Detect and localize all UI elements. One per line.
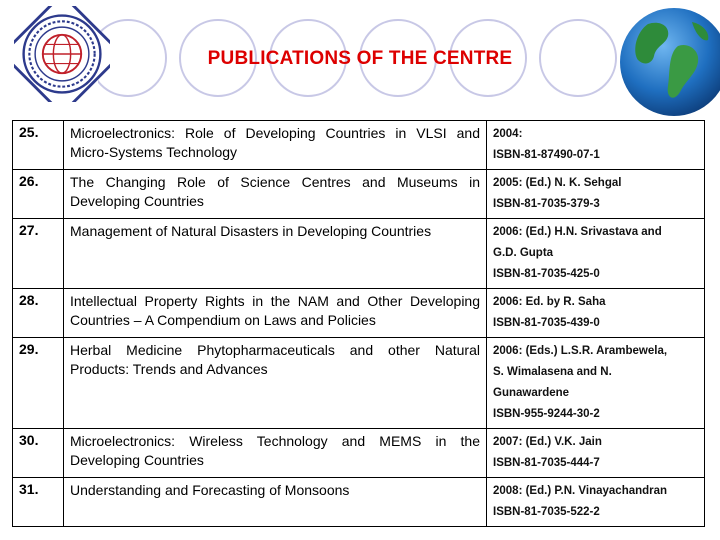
publication-detail-line: ISBN-81-7035-379-3 <box>493 198 600 210</box>
publication-detail-line: ISBN-81-7035-522-2 <box>493 506 600 518</box>
publication-details <box>487 289 705 338</box>
publication-detail-line: 2006: (Ed.) H.N. Srivastava and <box>493 226 662 238</box>
publication-detail-line: ISBN-81-7035-425-0 <box>493 268 600 280</box>
publication-number: 26. <box>13 170 64 219</box>
publication-detail-line: 2005: (Ed.) N. K. Sehgal <box>493 177 622 189</box>
publication-row <box>13 121 705 170</box>
publication-title: Microelectronics: Role of Developing Countries in VLSI and Micro-Systems Technology <box>64 121 487 170</box>
publication-row <box>13 338 705 429</box>
publication-detail-line: 2006: (Eds.) L.S.R. Arambewela, <box>493 345 668 357</box>
publication-detail-line: ISBN-955-9244-30-2 <box>493 408 600 420</box>
publication-number: 30. <box>13 429 64 478</box>
publication-number: 27. <box>13 219 64 289</box>
publication-detail-line: 2008: (Ed.) P.N. Vinayachandran <box>493 485 668 497</box>
publications-table <box>12 120 705 527</box>
publication-number: 28. <box>13 289 64 338</box>
publication-title: The Changing Role of Science Centres and Museums in Developing Countries <box>64 170 487 219</box>
publication-number: 25. <box>13 121 64 170</box>
publication-details <box>487 478 705 527</box>
publication-detail-line: ISBN-81-7035-444-7 <box>493 457 600 469</box>
publication-row <box>13 478 705 527</box>
publication-title: Management of Natural Disasters in Developing Countries <box>64 219 487 289</box>
publication-detail-line: S. Wimalasena and N. <box>493 366 612 378</box>
publication-number: 29. <box>13 338 64 429</box>
publication-row <box>13 289 705 338</box>
publication-detail-line: G.D. Gupta <box>493 247 554 259</box>
publication-title: Herbal Medicine Phytopharmaceuticals and other Natural Products: Trends and Advances <box>64 338 487 429</box>
publication-detail-line: 2006: Ed. by R. Saha <box>493 296 606 308</box>
publication-row <box>13 429 705 478</box>
publication-title: Understanding and Forecasting of Monsoons <box>64 478 487 527</box>
publication-number: 31. <box>13 478 64 527</box>
publication-title: Intellectual Property Rights in the NAM and Other Developing Countries – A Compendium on Laws and Policies <box>64 289 487 338</box>
publication-details <box>487 219 705 289</box>
publication-details <box>487 121 705 170</box>
publication-row <box>13 170 705 219</box>
publication-detail-line: ISBN-81-7035-439-0 <box>493 317 600 329</box>
publication-details <box>487 170 705 219</box>
page-title: PUBLICATIONS OF THE CENTRE <box>207 48 513 69</box>
publication-detail-line: 2004: <box>493 128 523 140</box>
publication-title: Microelectronics: Wireless Technology and MEMS in the Developing Countries <box>64 429 487 478</box>
publication-detail-line: ISBN-81-87490-07-1 <box>493 149 600 161</box>
publication-detail-line: Gunawardene <box>493 387 570 399</box>
publication-details <box>487 429 705 478</box>
publication-details <box>487 338 705 429</box>
publication-row <box>13 219 705 289</box>
publication-detail-line: 2007: (Ed.) V.K. Jain <box>493 436 602 448</box>
